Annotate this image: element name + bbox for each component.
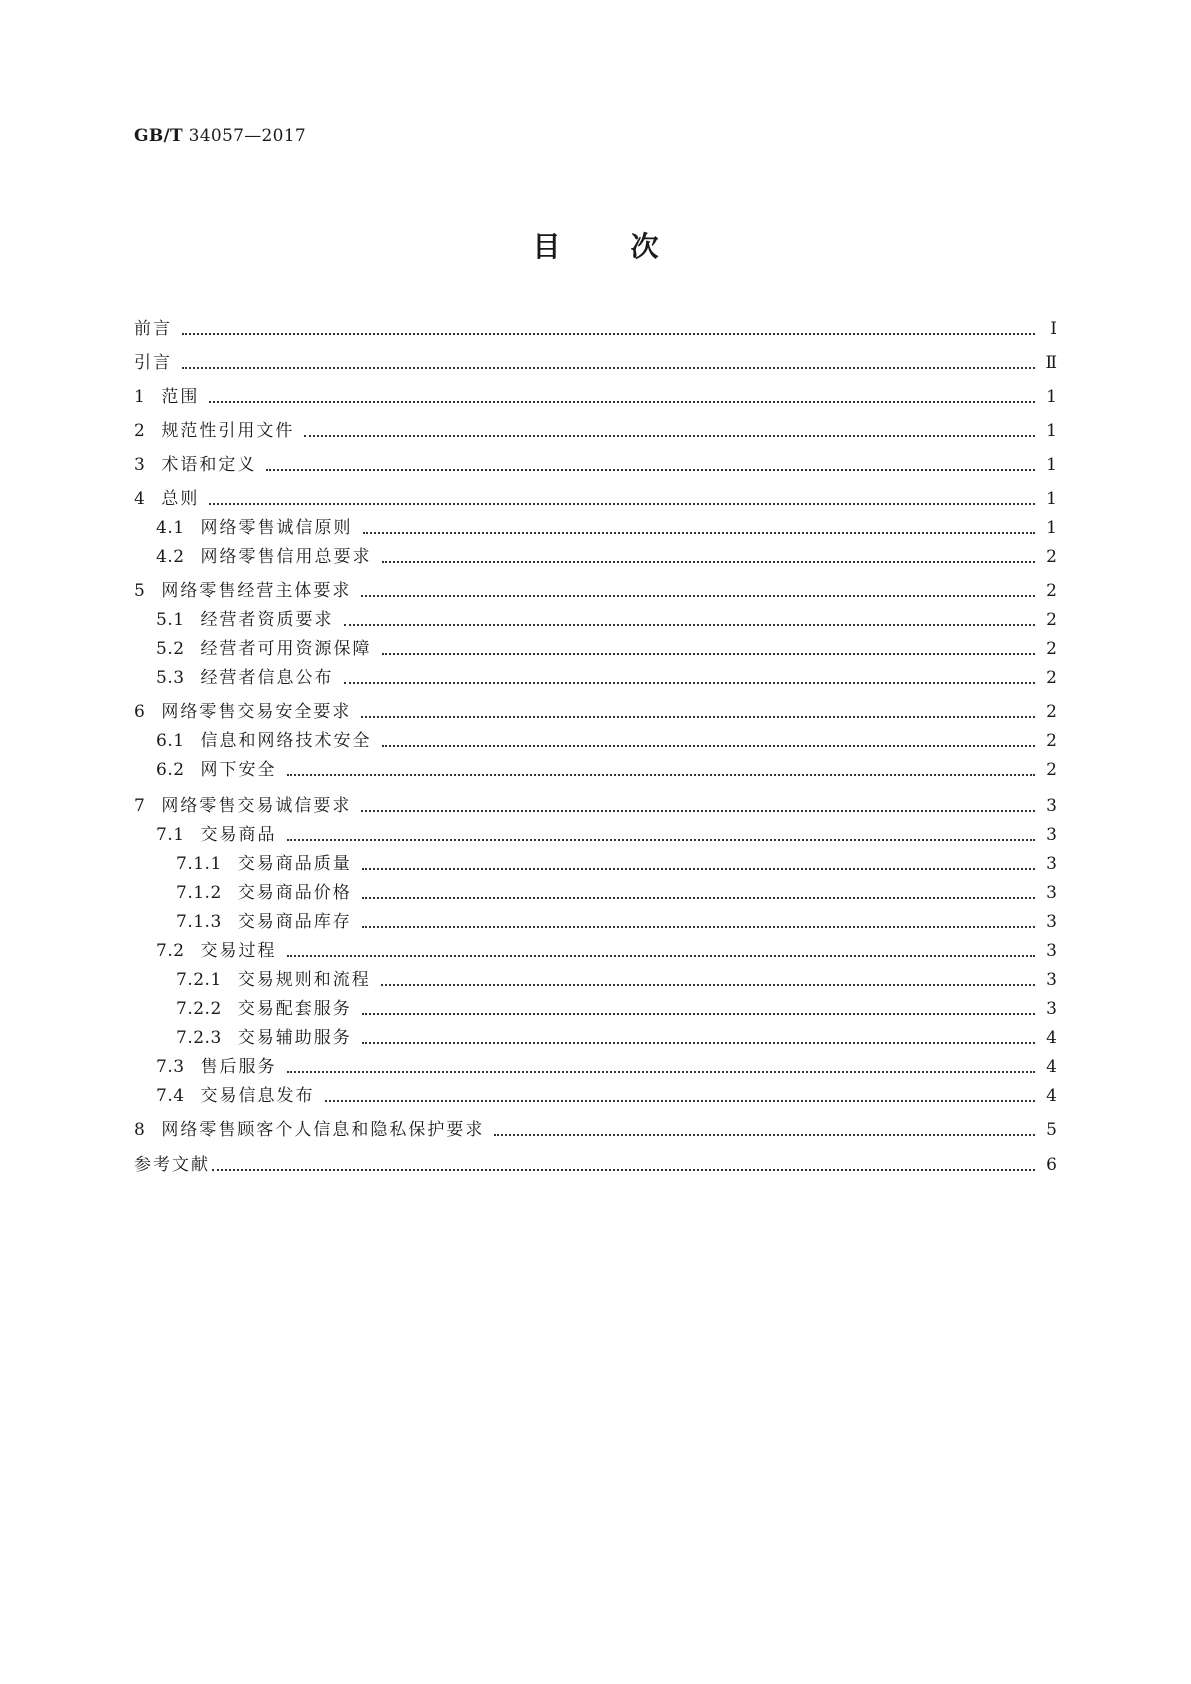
toc-entry-number: 7.2.3 xyxy=(176,1028,222,1048)
toc-leader-dots xyxy=(344,658,1035,684)
toc-entry-number: 1 xyxy=(134,387,146,407)
toc-entry-page: 2 xyxy=(1046,760,1057,780)
toc-leader-dots xyxy=(304,411,1035,437)
toc-entry-label: 网络零售信用总要求 xyxy=(200,547,372,567)
toc-entry-label: 规范性引用文件 xyxy=(161,421,295,441)
toc-entry-page: 2 xyxy=(1046,731,1057,751)
toc-entry-number: 7 xyxy=(134,796,146,816)
page-title: 目次 xyxy=(532,230,729,263)
toc-entry-page: 3 xyxy=(1046,825,1057,845)
toc-entry[interactable] xyxy=(134,351,1057,375)
toc-leader-dots xyxy=(287,1047,1035,1073)
toc-entry-label: 网络零售交易安全要求 xyxy=(161,702,352,722)
toc-entry-page: 3 xyxy=(1046,796,1057,816)
toc-entry-number: 7.2.2 xyxy=(176,999,222,1019)
toc-leader-dots xyxy=(363,508,1035,534)
toc-entry-number: 5.2 xyxy=(156,639,185,659)
toc-leader-dots xyxy=(382,537,1035,563)
toc-entry-page: 2 xyxy=(1046,581,1057,601)
toc-entry-number: 7.1.2 xyxy=(176,883,222,903)
toc-entry-label: 总则 xyxy=(161,489,200,509)
toc-entry-label: 网络零售交易诚信要求 xyxy=(161,796,352,816)
toc-entry-label: 交易辅助服务 xyxy=(237,1028,352,1048)
toc-entry-number: 7.1.3 xyxy=(176,912,222,932)
toc-entry-number: 6.2 xyxy=(156,760,185,780)
toc-entry-number: 6 xyxy=(134,702,146,722)
toc-entry-number: 6.1 xyxy=(156,731,185,751)
toc-entry-page: 3 xyxy=(1046,999,1057,1019)
toc-entry-number: 2 xyxy=(134,421,146,441)
toc-entry-label: 引言 xyxy=(134,353,172,373)
toc-entry-page: 1 xyxy=(1046,421,1057,441)
toc-entry-label: 经营者可用资源保障 xyxy=(200,639,372,659)
toc-entry-page: 6 xyxy=(1046,1155,1057,1175)
toc-entry[interactable] xyxy=(134,666,1057,690)
toc-entry-label: 范围 xyxy=(161,387,200,407)
toc-entry-page: 2 xyxy=(1046,702,1057,722)
toc-leader-dots xyxy=(381,960,1035,986)
toc-leader-dots xyxy=(209,479,1035,505)
toc-entry-label: 售后服务 xyxy=(200,1057,277,1077)
toc-entry-label: 网络零售顾客个人信息和隐私保护要求 xyxy=(161,1120,485,1140)
toc-entry-page: 1 xyxy=(1046,387,1057,407)
toc-entry-page: 1 xyxy=(1046,455,1057,475)
toc-entry-label: 交易配套服务 xyxy=(237,999,352,1019)
toc-leader-dots xyxy=(266,445,1035,471)
toc-entry-page: 3 xyxy=(1046,854,1057,874)
toc-leader-dots xyxy=(212,1145,1035,1171)
toc-leader-dots xyxy=(361,571,1035,597)
toc-entry-number: 5 xyxy=(134,581,146,601)
toc-entry-page: Ⅰ xyxy=(1050,319,1057,339)
toc-entry-page: 1 xyxy=(1046,489,1057,509)
toc-entry-label: 网络零售经营主体要求 xyxy=(161,581,352,601)
toc-entry-page: 2 xyxy=(1046,547,1057,567)
toc-entry-page: 2 xyxy=(1046,639,1057,659)
toc-entry-page: 2 xyxy=(1046,668,1057,688)
toc-entry-number: 4 xyxy=(134,489,146,509)
toc-leader-dots xyxy=(287,815,1035,841)
toc-leader-dots xyxy=(362,902,1035,928)
toc-entry[interactable] xyxy=(134,545,1057,569)
toc-leader-dots xyxy=(362,989,1035,1015)
toc-entry-number: 3 xyxy=(134,455,146,475)
toc-entry-number: 8 xyxy=(134,1120,146,1140)
toc-leader-dots xyxy=(209,377,1035,403)
toc-leader-dots xyxy=(361,692,1035,718)
toc-entry-number: 4.1 xyxy=(156,518,185,538)
toc-entry-page: 3 xyxy=(1046,912,1057,932)
toc-entry-page: 4 xyxy=(1046,1057,1057,1077)
toc-leader-dots xyxy=(182,343,1035,369)
toc-entry[interactable] xyxy=(134,1118,1057,1142)
toc-entry-label: 参考文献 xyxy=(134,1155,210,1175)
toc-entry-label: 术语和定义 xyxy=(161,455,257,475)
toc-entry-label: 交易过程 xyxy=(200,941,277,961)
toc-entry-page: 5 xyxy=(1046,1120,1057,1140)
toc-entry-number: 7.1.1 xyxy=(176,854,222,874)
toc-leader-dots xyxy=(362,873,1035,899)
toc-leader-dots xyxy=(362,1018,1035,1044)
toc-entry-label: 交易商品质量 xyxy=(237,854,352,874)
toc-leader-dots xyxy=(494,1110,1035,1136)
toc-leader-dots xyxy=(382,629,1035,655)
toc-leader-dots xyxy=(382,721,1035,747)
toc-leader-dots xyxy=(344,600,1035,626)
standard-code xyxy=(134,126,306,146)
toc-entry-number: 7.4 xyxy=(156,1086,185,1106)
toc-leader-dots xyxy=(361,786,1035,812)
toc-leader-dots xyxy=(182,309,1035,335)
toc-entry-label: 交易信息发布 xyxy=(200,1086,315,1106)
toc-entry-label: 交易规则和流程 xyxy=(237,970,371,990)
toc-entry-page: 3 xyxy=(1046,883,1057,903)
toc-entry-number: 5.3 xyxy=(156,668,185,688)
toc-entry[interactable] xyxy=(134,317,1057,341)
toc-entry-page: 1 xyxy=(1046,518,1057,538)
toc-leader-dots xyxy=(287,931,1035,957)
toc-entry[interactable] xyxy=(134,758,1057,782)
toc-entry-page: 4 xyxy=(1046,1086,1057,1106)
toc-entry-page: 3 xyxy=(1046,941,1057,961)
toc-entry-number: 4.2 xyxy=(156,547,185,567)
toc-entry-label: 交易商品 xyxy=(200,825,277,845)
toc-entry[interactable] xyxy=(134,385,1057,409)
toc-entry-label: 交易商品价格 xyxy=(237,883,352,903)
standard-code-number: 34057—2017 xyxy=(188,126,307,146)
toc-entry-number: 5.1 xyxy=(156,610,185,630)
toc-entry-number: 7.2.1 xyxy=(176,970,222,990)
standard-code-prefix: GB/T xyxy=(134,126,183,146)
toc-entry-page: 4 xyxy=(1046,1028,1057,1048)
toc-leader-dots xyxy=(362,844,1035,870)
toc-entry-number: 7.1 xyxy=(156,825,185,845)
toc-entry[interactable] xyxy=(134,1153,1057,1177)
toc-entry-label: 经营者资质要求 xyxy=(200,610,334,630)
toc-leader-dots xyxy=(325,1076,1035,1102)
toc-entry[interactable] xyxy=(134,453,1057,477)
toc-entry-number: 7.2 xyxy=(156,941,185,961)
toc-entry-label: 网络零售诚信原则 xyxy=(200,518,353,538)
toc-entry-page: 2 xyxy=(1046,610,1057,630)
toc-entry[interactable] xyxy=(134,1084,1057,1108)
toc-entry-label: 经营者信息公布 xyxy=(200,668,334,688)
toc-entry-label: 交易商品库存 xyxy=(237,912,352,932)
toc-entry-page: 3 xyxy=(1046,970,1057,990)
toc-entry-page: Ⅱ xyxy=(1045,353,1057,373)
toc-entry-label: 网下安全 xyxy=(200,760,277,780)
toc-entry-label: 信息和网络技术安全 xyxy=(200,731,372,751)
toc-entry[interactable] xyxy=(134,419,1057,443)
toc-entry-label: 前言 xyxy=(134,319,172,339)
toc-leader-dots xyxy=(287,750,1035,776)
toc-entry-number: 7.3 xyxy=(156,1057,185,1077)
